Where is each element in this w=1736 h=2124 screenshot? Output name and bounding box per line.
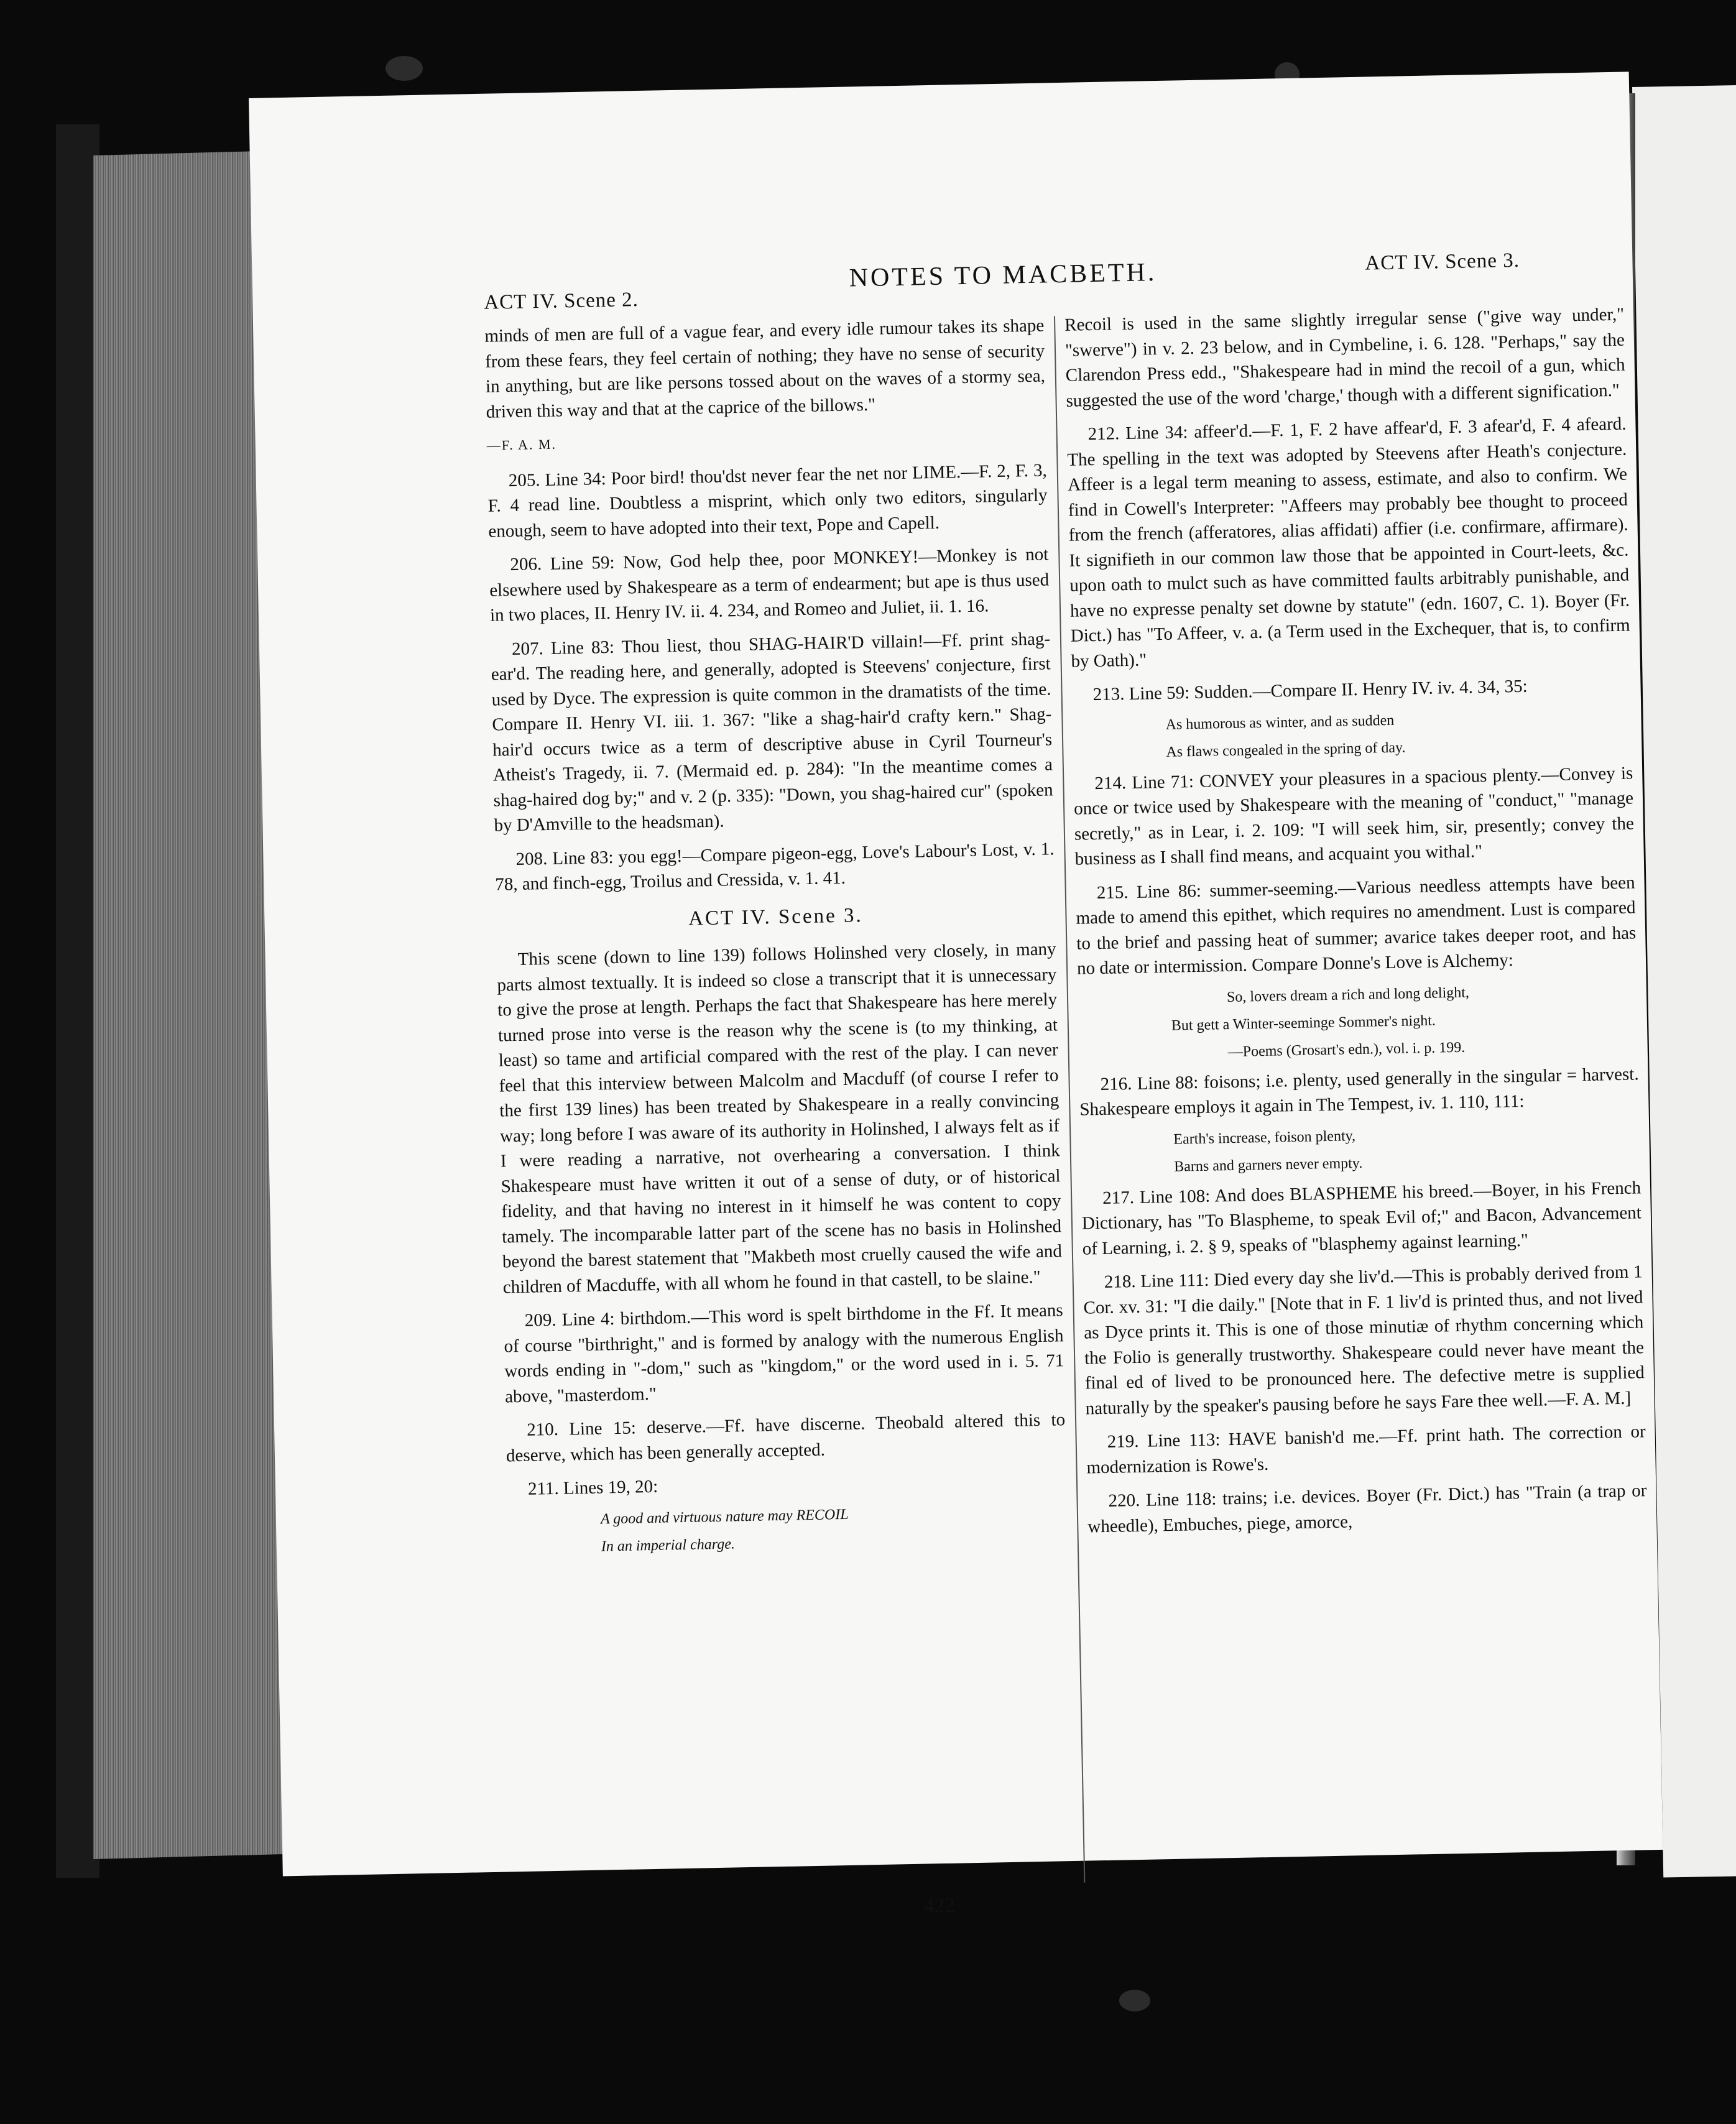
quote-line: Barns and garners never empty. xyxy=(1174,1155,1363,1175)
note-210: 210. Line 15: deserve.—Ff. have discerne. Theobald altered this to deserve, which has been generally accepted. xyxy=(506,1410,1066,1466)
quote-line: A good and virtuous nature may RECOIL xyxy=(600,1506,849,1528)
note-220: 220. Line 118: trains; i.e. devices. Boyer (Fr. Dict.) has "Train (a trap or wheedle), Embuches, piege, amorce, xyxy=(1087,1480,1647,1537)
page-number: 422 xyxy=(923,1894,955,1918)
scene-intro: This scene (down to line 139) follows Holinshed very closely, in many parts almost textually. It is indeed so close a transcript that it is unnecessary to give the prose at length. Perhaps the fact that Shakespeare has here merely turned prose into verse is the reason why the scene is (to my thinking, at least) so tame and artificial compared with the rest of the play. I can never feel that this interview between Malcolm and Macduff (of course I refer to the first 139 lines) has been treated by Shakespeare in a really convincing way; long before I was aware of its authority in Holinshed, I always felt as if I were reading a narrative, not overhearing a conversation. I think Shakespeare must have written it out of a sense of duty, or of historical fidelity, and that having no interest in it himself he was content to copy tamely. The incomparable latter part of the scene has no basis in Holinshed beyond the barest statement that "Makbeth most cruelly caused the wife and children of Macduffe, with all whom he found in that castell, to be slaine." xyxy=(497,939,1063,1298)
note-207: 207. Line 83: Thou liest, thou SHAG-HAIR'D villain!—Ff. print shag-ear'd. The reading here, and generally, adopted is Steevens' conjecture, first used by Dyce. The expression is quite common in the dramatists of the time. Compare II. Henry VI. iii. 1. 367: "like a shag-hair'd crafty kern." Shag-hair'd occurs twice as a term of descriptive abuse in Cyril Tourneur's Atheist's Tragedy, ii. 7. (Mermaid ed. p. 284): "In the meantime comes a shag-haired dog by;" and v. 2 (p. 335): "Down, you shag-haired cur" (spoken by D'Amville to the headsman). xyxy=(491,628,1053,836)
quote-line: But gett a Winter-seeminge Sommer's night. xyxy=(1171,1012,1436,1034)
quote-citation: —Poems (Grosart's edn.), vol. i. p. 199. xyxy=(1227,1039,1466,1060)
scene-heading: ACT IV. Scene 3. xyxy=(688,903,863,930)
note-218: 218. Line 111: Died every day she liv'd.—This is probably derived from 1 Cor. xv. 31: "I die daily." [Note that in F. 1 liv'd is printed thus, and not lived as Dyce prints it. This is one of those minutiæ of rhythm concerning which the Folio is generally trustworthy. Shakespeare could never have meant the final ed of lived to be pronounced here. The defective metre is supplied naturally by the speaker's pausing before he says Fare thee well.—F. A. M.] xyxy=(1083,1262,1645,1419)
running-head-title: NOTES TO MACBETH. xyxy=(849,258,1157,293)
note-214: 214. Line 71: CONVEY your pleasures in a spacious plenty.—Convey is once or twice used by Shakespeare with the meaning of "conduct," "manage secretly," as in Lear, i. 2. 109: "I will seek him, sir, presently; convey the business as I shall find means, and acquaint you withal." xyxy=(1073,762,1635,869)
note-212: 212. Line 34: affeer'd.—F. 1, F. 2 have affear'd, F. 3 afear'd, F. 4 afeard. The spelling in the text was adopted by Steevens after Heath's conjecture. Affeer is a legal term meaning to assess, estimate, and also to confirm. We find in Cowell's Interpreter: "Affeers may probably bee thought to proceed from the french (afferatores, alias affidati) affier (i.e. confirmare, affirmare). It signifieth in our common law those that be appointed in Court-leets, &c. upon oath to mulct such as have committed faults arbitrably punishable, and have no expresse penalty set downe by statute" (edn. 1607, C. 1). Boyer (Fr. Dict.) has "To Affeer, v. a. (a Term used in the Exchequer, that is, to confirm by Oath)." xyxy=(1067,413,1630,672)
note-paragraph: minds of men are full of a vague fear, and every idle rumour takes its shape from these fears, they feel certain of nothing; they have no sense of security in anything, but are like persons tossed about on the waves of a stormy sea, driven this way and that at the caprice of the billows." xyxy=(484,315,1046,422)
note-205: 205. Line 34: Poor bird! thou'dst never fear the net nor LIME.—F. 2, F. 3, F. 4 read line. Doubtless a misprint, which only two editors, singularly enough, seem to have adopted into their text, Pope and Capell. xyxy=(487,459,1048,542)
speck xyxy=(1119,1990,1150,2011)
running-head-right: ACT IV. Scene 3. xyxy=(1365,249,1520,275)
note-206: 206. Line 59: Now, God help thee, poor MONKEY!—Monkey is not elsewhere used by Shakespeare as a term of endearment; but ape is thus used in two places, II. Henry IV. ii. 4. 234, and Romeo and Juliet, ii. 1. 16. xyxy=(489,544,1050,626)
quote-line: As flaws congealed in the spring of day. xyxy=(1166,739,1406,760)
note-216: 216. Line 88: foisons; i.e. plenty, used generally in the singular = harvest. Shakespeare employs it again in The Tempest, iv. 1. 110, 111: xyxy=(1079,1063,1639,1120)
note-211: 211. Lines 19, 20: xyxy=(527,1476,658,1499)
note-211-cont: Recoil is used in the same slightly irregular sense ("give way under," "swerve") in v. 2. 23 below, and in Cymbeline, i. 6. 128. "Perhaps," say the Clarendon Press edd., "Shakespeare had in mind the recoil of a gun, which suggested the use of the word 'charge,' though with a different signification." xyxy=(1064,304,1625,411)
quote-line: So, lovers dream a rich and long delight, xyxy=(1226,984,1470,1005)
note-213: 213. Line 59: Sudden.—Compare II. Henry IV. iv. 4. 34, 35: xyxy=(1092,676,1528,705)
book-page xyxy=(249,72,1663,1918)
note-209: 209. Line 4: birthdom.—This word is spelt birthdome in the Ff. It means of course "birthright," and is formed by analogy with the numerous English words ending in "-dom," such as "kingdom," or the word used in i. 5. 71 above, "masterdom." xyxy=(504,1300,1064,1406)
running-head-left: ACT IV. Scene 2. xyxy=(484,289,639,314)
note-219: 219. Line 113: HAVE banish'd me.—Ff. print hath. The correction or modernization is Rowe's. xyxy=(1086,1421,1646,1478)
quote-line: In an imperial charge. xyxy=(601,1535,736,1555)
left-column xyxy=(484,313,1068,1566)
quote-line: Earth's increase, foison plenty, xyxy=(1173,1127,1356,1148)
quote-line: As humorous as winter, and as sudden xyxy=(1165,712,1395,733)
speck xyxy=(386,56,423,81)
signature: —F. A. M. xyxy=(486,436,557,453)
note-217: 217. Line 108: And does BLASPHEME his breed.—Boyer, in his French Dictionary, has "To Blaspheme, to speak Evil of;" and Bacon, Advancement of Learning, i. 2. § 9, speaks of "blasphemy against learning." xyxy=(1081,1177,1642,1259)
right-column xyxy=(1064,302,1648,1548)
note-215: 215. Line 86: summer-seeming.—Various needless attempts have been made to amend this epithet, which requires no amendment. Lust is compared to the brief and passing heat of summer; avarice takes deeper root, and has no date or intermission. Compare Donne's Love is Alchemy: xyxy=(1076,872,1637,979)
note-208: 208. Line 83: you egg!—Compare pigeon-egg, Love's Labour's Lost, v. 1. 78, and finch-egg, Troilus and Cressida, v. 1. 41. xyxy=(495,838,1055,895)
